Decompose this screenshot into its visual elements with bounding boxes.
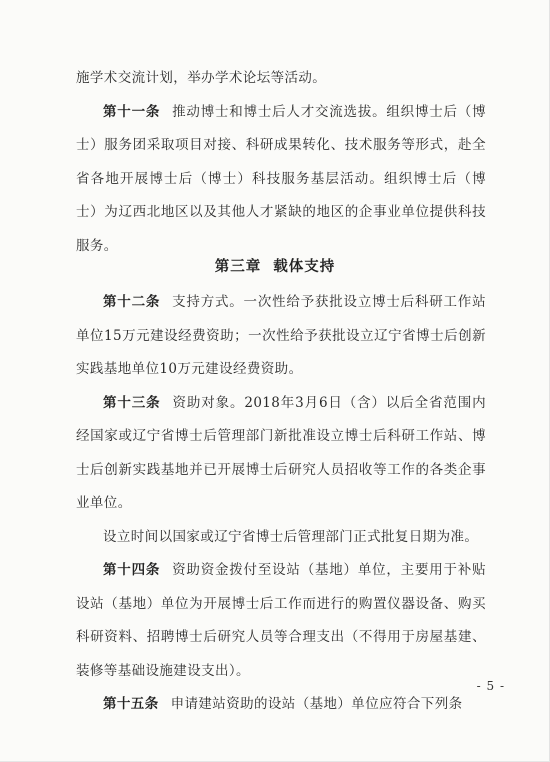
- chapter-number: 第三章: [214, 259, 262, 275]
- article-15-label: 第十五条: [103, 696, 159, 712]
- article-15-text: 申请建站资助的设站（基地）单位应符合下列条: [170, 696, 463, 712]
- article-11-label: 第十一条: [103, 103, 161, 120]
- text-block-bottom: [76, 286, 486, 722]
- article-15: [76, 688, 486, 722]
- article-14: [76, 554, 486, 688]
- article-12-label: 第十二条: [103, 294, 161, 310]
- article-12-text: 支持方式。一次性给予获批设立博士后科研工作站单位15万元建设经费资助；一次性给予获批设立辽宁省博士后创新实践基地单位10万元建设经费资助。: [76, 294, 486, 377]
- text-block-top: [76, 62, 486, 263]
- page-number: - 5 -: [476, 679, 505, 693]
- article-13: [76, 387, 486, 521]
- article-12: [76, 286, 486, 387]
- article-11-text: 推动博士和博士后人才交流选拔。组织博士后（博士）服务团采取项目对接、科研成果转化、技术服务等形式，赴全省各地开展博士后（博士）科技服务基层活动。组织博士后（博士）为辽西北地区以及其他人才紧缺的地区的企事业单位提供科技服务。: [76, 103, 486, 254]
- chapter-title: 载体支持: [273, 259, 336, 275]
- article-14-text: 资助资金拨付至设站（基地）单位，主要用于补贴设站（基地）单位为开展博士后工作而进行的购置仪器设备、购买科研资料、招聘博士后研究人员等合理支出（不得用于房屋基建、装修等基础设施建设支出）。: [76, 562, 486, 679]
- chapter-heading: [0, 255, 550, 276]
- article-14-label: 第十四条: [103, 562, 161, 578]
- article-13-label: 第十三条: [103, 394, 161, 411]
- article-11: [76, 96, 486, 264]
- article-13-note: 设立时间以国家或辽宁省博士后管理部门正式批复日期为准。: [103, 528, 479, 545]
- article-13-text: 资助对象。2018年3月6日（含）以后全省范围内经国家或辽宁省博士后管理部门新批准设立博士后科研工作站、博士后创新实践基地并已开展博士后研究人员招收等工作的各类企事业单位。: [76, 394, 486, 511]
- intro-line: 施学术交流计划，举办学术论坛等活动。: [76, 70, 327, 86]
